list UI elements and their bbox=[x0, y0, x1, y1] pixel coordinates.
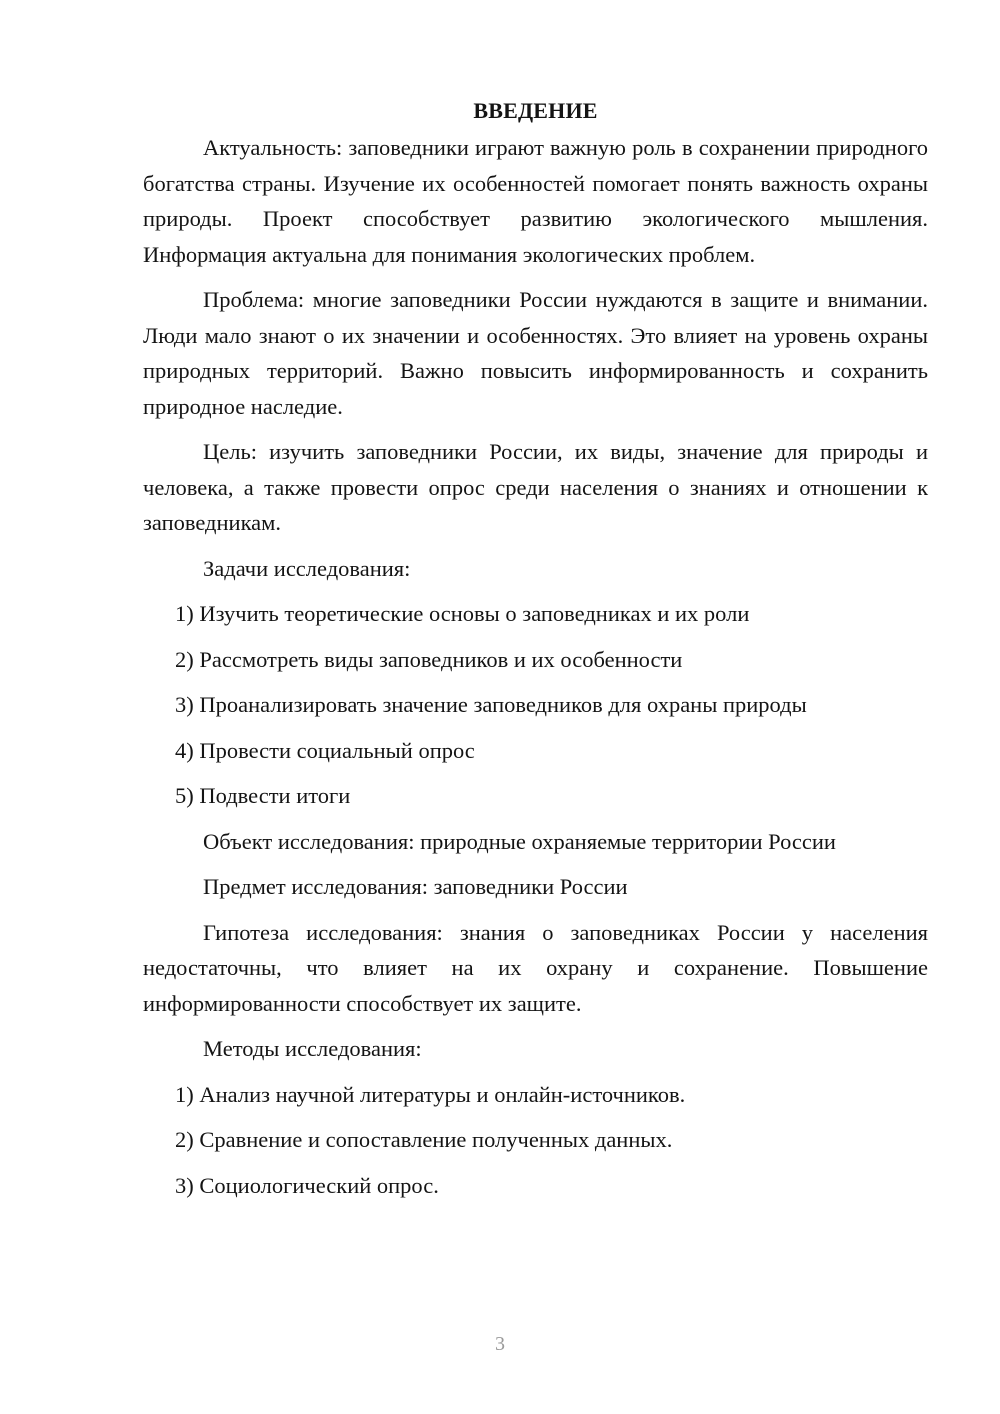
method-item-1: 1) Анализ научной литературы и онлайн-источников. bbox=[175, 1081, 686, 1107]
tasks-heading: Задачи исследования: bbox=[203, 555, 411, 581]
document-page bbox=[143, 96, 928, 1213]
research-object: Объект исследования: природные охраняемые территории России bbox=[203, 828, 836, 854]
page-title: ВВЕДЕНИЕ bbox=[473, 98, 598, 123]
task-item-3: 3) Проанализировать значение заповедников для охраны природы bbox=[175, 692, 807, 717]
hypothesis-paragraph: Гипотеза исследования: знания о заповедниках России у населения недостаточны, что влияет на их охрану и сохранение. Повышение информированности способствует их защите. bbox=[143, 919, 928, 1016]
task-item-2: 2) Рассмотреть виды заповедников и их особенности bbox=[175, 646, 683, 672]
task-item-1: 1) Изучить теоретические основы о заповедниках и их роли bbox=[175, 601, 750, 626]
task-item-4: 4) Провести социальный опрос bbox=[175, 737, 475, 763]
page-number: 3 bbox=[495, 1333, 505, 1355]
problem-paragraph: Проблема: многие заповедники России нуждаются в защите и внимании. Люди мало знают о их значении и особенностях. Это влияет на уровень охраны природных территорий. Важно повысить информированность и сохранить природное наследие. bbox=[143, 287, 928, 419]
methods-heading: Методы исследования: bbox=[203, 1036, 422, 1061]
method-item-3: 3) Социологический опрос. bbox=[175, 1172, 439, 1198]
method-item-2: 2) Сравнение и сопоставление полученных данных. bbox=[175, 1127, 673, 1152]
relevance-paragraph: Актуальность: заповедники играют важную роль в сохранении природного богатства страны. Изучение их особенностей помогает понять важность охраны природы. Проект способствует развитию экологического мышления. Информация актуальна для понимания экологических проблем. bbox=[143, 135, 928, 267]
goal-paragraph: Цель: изучить заповедники России, их виды, значение для природы и человека, а также провести опрос среди населения о знаниях и отношении к заповедникам. bbox=[143, 439, 928, 535]
research-subject: Предмет исследования: заповедники России bbox=[203, 874, 628, 899]
task-item-5: 5) Подвести итоги bbox=[175, 783, 351, 808]
